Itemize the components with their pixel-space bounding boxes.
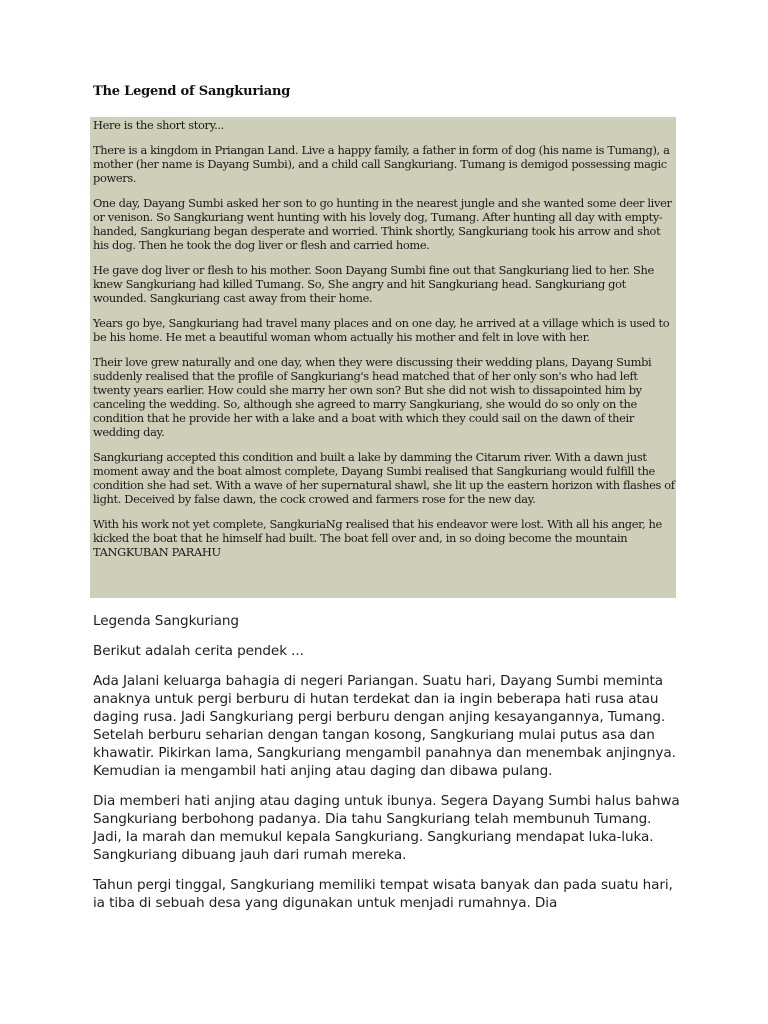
english-paragraph-liver: He gave dog liver or flesh to his mother. Soon Dayang Sumbi fine out that Sangkuriang lied to her. She knew Sangkuriang had killed Tumang. So, She angry and hit Sangkuriang head. Sangkuriang got wounded. Sangkuriang cast away from their home. bbox=[93, 263, 654, 305]
english-paragraph-lake: Sangkuriang accepted this condition and built a lake by damming the Citarum river. With a dawn just moment away and the boat almost complete, Dayang Sumbi realised that Sangkuriang would fulfill the condition she had set. With a wave of her supernatural shawl, she lit up the eastern horizon with flashes of light. Deceived by false dawn, the cock crowed and farmers rose for the new day. bbox=[93, 450, 675, 506]
indonesian-paragraph-liver: Dia memberi hati anjing atau daging untuk ibunya. Segera Dayang Sumbi halus bahwa Sangkuriang berbohong padanya. Dia tahu Sangkuriang telah membunuh Tumang. Jadi, Ia marah dan memukul kepala Sangkuriang. Sangkuriang mendapat luka-luka. Sangkuriang dibuang jauh dari rumah mereka. bbox=[93, 793, 680, 863]
english-paragraph-hunting: One day, Dayang Sumbi asked her son to go hunting in the nearest jungle and she wanted some deer liver or venison. So Sangkuriang went hunting with his lovely dog, Tumang. After hunting all day with empty-handed, Sangkuriang began desperate and worried. Think shortly, Sangkuriang took his arrow and shot his dog. Then he took the dog liver or flesh and carried home. bbox=[93, 196, 672, 252]
english-paragraph-return: Years go bye, Sangkuriang had travel many places and on one day, he arrived at a village which is used to be his home. He met a beautiful woman whom actually his mother and felt in love with her. bbox=[93, 316, 670, 344]
indonesian-title: Legenda Sangkuriang bbox=[93, 613, 239, 629]
indonesian-paragraph-return: Tahun pergi tinggal, Sangkuriang memiliki tempat wisata banyak dan pada suatu hari, ia tiba di sebuah desa yang digunakan untuk menjadi rumahnya. Dia bbox=[93, 877, 673, 911]
english-paragraph-kingdom: There is a kingdom in Priangan Land. Live a happy family, a father in form of dog (his name is Tumang), a mother (her name is Dayang Sumbi), and a child call Sangkuriang. Tumang is demigod possessing magic powers. bbox=[93, 143, 670, 185]
english-paragraph-ending: With his work not yet complete, SangkuriaNg realised that his endeavor were lost. With all his anger, he kicked the boat that he himself had built. The boat fell over and, in so doing become the mountain TANGKUBAN PARAHU bbox=[93, 517, 662, 559]
english-story bbox=[93, 118, 676, 570]
indonesian-paragraph-intro: Berikut adalah cerita pendek ... bbox=[93, 643, 304, 659]
indonesian-paragraph-hunting: Ada Jalani keluarga bahagia di negeri Pariangan. Suatu hari, Dayang Sumbi meminta anaknya untuk pergi berburu di hutan terdekat dan ia ingin beberapa hati rusa atau daging rusa. Jadi Sangkuriang pergi berburu dengan anjing kesayangannya, Tumang. Setelah berburu seharian dengan tangan kosong, Sangkuriang mulai putus asa dan khawatir. Pikirkan lama, Sangkuriang mengambil panahnya dan menembak anjingnya. Kemudian ia mengambil hati anjing atau daging dan dibawa pulang. bbox=[93, 673, 676, 779]
indonesian-story bbox=[93, 612, 683, 924]
document-title: The Legend of Sangkuriang bbox=[93, 84, 291, 99]
english-paragraph-wedding: Their love grew naturally and one day, when they were discussing their wedding plans, Dayang Sumbi suddenly realised that the profile of Sangkuriang's head matched that of her only son's who had left twenty years earlier. How could she marry her own son? But she did not wish to dissapointed him by canceling the wedding. So, although she agreed to marry Sangkuriang, she would do so only on the condition that he provide her with a lake and a boat with which they could sail on the dawn of their wedding day. bbox=[93, 355, 652, 439]
english-paragraph-intro: Here is the short story... bbox=[93, 118, 224, 132]
